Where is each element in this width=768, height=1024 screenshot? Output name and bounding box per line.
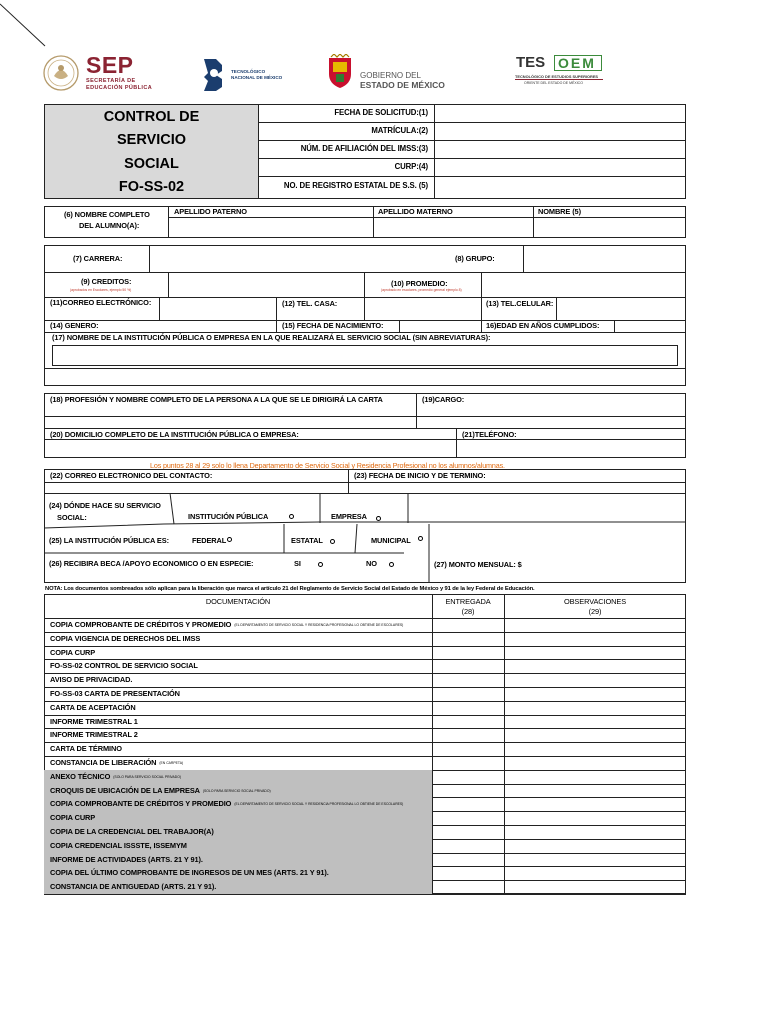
table-row: [44, 687, 686, 701]
notice-text: Los puntos 28 al 29 solo lo llena Departamento de Servicio Social y Residencia Profesional no los alumnos/alumnas.: [150, 461, 505, 470]
corner-line: [0, 0, 50, 50]
document-label: FO-SS-03 CARTA DE PRESENTACIÓN: [50, 689, 180, 698]
no-label: NO: [366, 559, 377, 568]
table-row: [44, 853, 686, 867]
edomex-logo: [326, 54, 456, 94]
document-label: CARTA DE TÉRMINO: [50, 744, 122, 754]
correo-field[interactable]: [160, 298, 275, 319]
fecha-solicitud-label: FECHA DE SOLICITUD:(1): [334, 108, 428, 117]
promedio-field[interactable]: [482, 273, 685, 296]
student-divider: [481, 297, 482, 320]
document-note: (EN CARPETA): [159, 761, 184, 765]
municipal-radio[interactable]: [418, 536, 423, 541]
tecnm-gear-icon: [200, 55, 228, 93]
form-title-line-2: SERVICIO: [116, 132, 187, 149]
entregada-cell[interactable]: [433, 881, 503, 893]
student-row-line: [44, 368, 686, 369]
contact-row-line: [44, 428, 686, 429]
genero-label: (14) GENERO:: [50, 321, 99, 330]
creditos-label: (9) CREDITOS:: [81, 277, 132, 286]
promedio-label: (10) PROMEDIO:: [391, 279, 448, 288]
table-row: [44, 618, 686, 632]
correo-contacto-field[interactable]: [45, 483, 347, 492]
entregada-cell[interactable]: [433, 840, 503, 852]
estatal-label: ESTATAL: [291, 536, 323, 545]
table-row: [44, 632, 686, 646]
entregada-cell[interactable]: [433, 826, 503, 838]
si-radio[interactable]: [318, 562, 323, 567]
edomex-text-1: GOBIERNO DEL: [360, 71, 421, 80]
observaciones-cell[interactable]: [505, 688, 685, 700]
document-label: COPIA DEL ÚLTIMO COMPROBANTE DE INGRESOS DE UN MES (ARTS. 21 Y 91).: [50, 868, 329, 878]
empresa-label: EMPRESA: [331, 512, 367, 521]
document-label: CONSTANCIA DE LIBERACIÓN: [50, 758, 157, 767]
tes-text: TES: [516, 54, 546, 71]
carrera-field[interactable]: [150, 246, 450, 271]
institucion-label: (17) NOMBRE DE LA INSTITUCIÓN PÚBLICA O EMPRESA EN LA QUE REALIZARÁ EL SERVICIO SOCIAL (SIN ABREVIATURAS):: [52, 333, 491, 342]
donde-servicio-label-1: (24) DÓNDE HACE SU SERVICIO: [49, 501, 161, 510]
document-note: (SOLO PARA SERVICIO SOCIAL PRIVADO): [113, 774, 181, 779]
entregada-cell[interactable]: [433, 867, 503, 879]
grupo-field[interactable]: [524, 246, 685, 271]
curp-label: CURP:(4): [394, 162, 428, 171]
observaciones-cell[interactable]: [505, 757, 685, 769]
table-row: [44, 659, 686, 673]
nombre-alumno-label-1: (6) NOMBRE COMPLETO: [64, 210, 150, 219]
table-row: [44, 756, 686, 770]
document-label: INFORME TRIMESTRAL 2: [50, 730, 138, 740]
observaciones-cell[interactable]: [505, 647, 685, 659]
apellido-paterno-label: APELLIDO PATERNO: [174, 207, 247, 216]
observaciones-cell[interactable]: [505, 729, 685, 741]
table-row: [44, 880, 686, 894]
estatal-radio[interactable]: [330, 539, 335, 544]
fecha-inicio-label: (23) FECHA DE INICIO Y DE TERMINO:: [354, 471, 486, 480]
entregada-cell[interactable]: [433, 743, 503, 755]
matricula-label: MATRÍCULA:(2): [371, 126, 428, 135]
entregada-cell[interactable]: [433, 757, 503, 769]
entregada-cell[interactable]: [433, 771, 503, 783]
profesion-field[interactable]: [45, 417, 415, 427]
edomex-text-2: ESTADO DE MÉXICO: [360, 80, 445, 90]
fecha-inicio-field[interactable]: [349, 483, 685, 492]
apellido-materno-field[interactable]: [374, 218, 532, 237]
matricula-field[interactable]: [436, 123, 685, 139]
oem-text: OEM: [558, 55, 596, 71]
cargo-label: (19)CARGO:: [422, 395, 465, 404]
creditos-field[interactable]: [169, 273, 363, 296]
document-note: (EL DEPARTAMENTO DE SERVICIO SOCIAL Y RESIDENCIA PROFESIONAL LO OBTIENE DE ESCOLARES): [234, 623, 404, 627]
tecnm-logo: [200, 55, 300, 95]
entregada-cell[interactable]: [433, 854, 503, 866]
observaciones-cell[interactable]: [505, 674, 685, 686]
entregada-cell[interactable]: [433, 619, 503, 631]
row-shade: [44, 811, 432, 825]
entregada-cell[interactable]: [433, 633, 503, 645]
domicilio-field[interactable]: [45, 440, 455, 457]
correo-contacto-label: (22) CORREO ELECTRONICO DEL CONTACTO:: [50, 471, 213, 480]
entregada-cell[interactable]: [433, 674, 503, 686]
observaciones-cell[interactable]: [505, 854, 685, 866]
observaciones-cell[interactable]: [505, 743, 685, 755]
table-row: [44, 646, 686, 660]
tel-celular-label: (13) TEL.CELULAR:: [486, 299, 554, 308]
domicilio-label: (20) DOMICILIO COMPLETO DE LA INSTITUCIÓN PÚBLICA O EMPRESA:: [50, 430, 299, 439]
donde-servicio-label-2: SOCIAL:: [57, 513, 87, 522]
col-entregada-num: (28): [461, 607, 475, 616]
sep-logo: [42, 52, 162, 96]
registro-estatal-label: NO. DE REGISTRO ESTATAL DE S.S. (5): [283, 181, 428, 190]
tel-casa-field[interactable]: [365, 298, 480, 319]
edad-label: 16)EDAD EN AÑOS CUMPLIDOS:: [486, 321, 600, 330]
document-label: CARTA DE ACEPTACIÓN: [50, 702, 136, 712]
col-observaciones: OBSERVACIONES: [563, 597, 627, 606]
document-label: AVISO DE PRIVACIDAD.: [50, 675, 133, 685]
observaciones-cell[interactable]: [505, 702, 685, 714]
registro-estatal-field[interactable]: [436, 177, 685, 198]
nombre-alumno-label-2: DEL ALUMNO(A):: [79, 221, 140, 230]
si-label: SI: [294, 559, 301, 568]
table-row: [44, 742, 686, 756]
carrera-label: (7) CARRERA:: [73, 254, 123, 263]
document-label: COPIA COMPROBANTE DE CRÉDITOS Y PROMEDIO: [50, 620, 232, 629]
entregada-cell[interactable]: [433, 647, 503, 659]
document-label: CONSTANCIA DE ANTIGUEDAD (ARTS. 21 Y 91).: [50, 882, 217, 892]
document-label: COPIA CREDENCIAL ISSSTE, ISSEMYM: [50, 840, 187, 850]
document-label: ANEXO TÉCNICO: [50, 771, 111, 781]
tecnm-text-2: NACIONAL DE MÉXICO: [231, 75, 283, 80]
telefono-label: (21)TELÉFONO:: [462, 430, 517, 439]
student-divider: [364, 272, 365, 297]
document-label: COPIA CURP: [50, 647, 96, 657]
observaciones-cell[interactable]: [505, 633, 685, 645]
form-title-line-1: CONTROL DE: [103, 109, 200, 125]
promedio-note: (aprobado en escolares, promedio general ejemplo 8): [381, 288, 462, 292]
observaciones-cell[interactable]: [505, 867, 685, 879]
monto-label: (27) MONTO MENSUAL: $: [434, 560, 522, 569]
apellido-materno-label: APELLIDO MATERNO: [378, 207, 453, 216]
sep-subtitle-2: EDUCACIÓN PÚBLICA: [86, 85, 153, 91]
tesoem-logo: [514, 54, 624, 90]
table-row: [44, 770, 686, 784]
imss-label: NÚM. DE AFILIACIÓN DEL IMSS:(3): [300, 144, 428, 153]
table-row: [44, 811, 686, 825]
document-label: INFORME DE ACTIVIDADES (ARTS. 21 Y 91).: [50, 854, 203, 864]
tes-sub-2: ORIENTE DEL ESTADO DE MÉXICO: [524, 81, 583, 85]
observaciones-cell[interactable]: [505, 660, 685, 672]
table-row: [44, 866, 686, 880]
edomex-shield-icon: [326, 54, 354, 90]
inst-publica-label: INSTITUCIÓN PÚBLICA: [188, 512, 269, 521]
entregada-cell[interactable]: [433, 798, 503, 810]
document-note: (EL DEPARTAMENTO DE SERVICIO SOCIAL Y RESIDENCIA PROFESIONAL LO OBTIENE DE ESCOLARES): [234, 802, 404, 807]
tel-celular-field[interactable]: [557, 298, 685, 319]
fecha-nacimiento-field[interactable]: [400, 321, 480, 331]
student-divider: [276, 297, 277, 320]
observaciones-cell[interactable]: [505, 619, 685, 631]
table-row: [44, 784, 686, 798]
document-label: INFORME TRIMESTRAL 1: [50, 716, 138, 726]
document-label: COPIA COMPROBANTE DE CRÉDITOS Y PROMEDIO: [50, 799, 232, 809]
document-label: COPIA DE LA CREDENCIAL DEL TRABAJOR(A): [50, 827, 214, 836]
table-row: [44, 825, 686, 839]
entregada-cell[interactable]: [433, 702, 503, 714]
profesion-label: (18) PROFESIÓN Y NOMBRE COMPLETO DE LA PERSONA A LA QUE SE LE DIRIGIRÁ LA CARTA: [50, 395, 383, 404]
observaciones-cell[interactable]: [505, 812, 685, 824]
table-row: [44, 701, 686, 715]
observaciones-cell[interactable]: [505, 826, 685, 838]
monto-field[interactable]: [530, 555, 685, 579]
no-radio[interactable]: [389, 562, 394, 567]
document-label: CROQUIS DE UBICACIÓN DE LA EMPRESA: [50, 785, 200, 795]
form-title: [44, 106, 259, 199]
observaciones-cell[interactable]: [505, 785, 685, 797]
entregada-cell[interactable]: [433, 688, 503, 700]
col-entregada: ENTREGADA: [445, 597, 491, 606]
correo-label: (11)CORREO ELECTRÓNICO:: [50, 298, 152, 307]
sep-subtitle-1: SECRETARÍA DE: [86, 78, 136, 84]
fecha-solicitud-field[interactable]: [436, 105, 685, 121]
beca-label: (26) RECIBIRA BECA /APOYO ECONOMICO O EN ESPECIE:: [49, 559, 254, 568]
inst-publica-radio[interactable]: [289, 514, 294, 519]
student-divider: [276, 320, 277, 332]
tel-casa-label: (12) TEL. CASA:: [282, 299, 338, 308]
document-label: COPIA CURP: [50, 813, 96, 823]
nombre-label: NOMBRE (5): [538, 207, 581, 216]
header-divider: [434, 104, 435, 199]
document-label: FO-SS-02 CONTROL DE SERVICIO SOCIAL: [50, 661, 198, 671]
tipo-institucion-label: (25) LA INSTITUCIÓN PÚBLICA ES:: [49, 536, 169, 545]
entregada-cell[interactable]: [433, 716, 503, 728]
form-title-line-4: FO-SS-02: [118, 178, 185, 195]
federal-radio[interactable]: [227, 537, 232, 542]
document-note: (SOLO PARA SERVICIO SOCIAL PRIVADO): [202, 788, 271, 793]
edad-field[interactable]: [615, 321, 685, 331]
creditos-note: (aprobados en Escolares, ejemplo 50 %): [70, 288, 132, 292]
fecha-nacimiento-label: (15) FECHA DE NACIMIENTO:: [282, 321, 384, 330]
oem-badge: [554, 55, 602, 71]
grupo-label: (8) GRUPO:: [455, 254, 495, 263]
entregada-cell[interactable]: [433, 729, 503, 741]
apellido-paterno-field[interactable]: [169, 218, 372, 237]
nota-text: NOTA: Los documentos sombreados sólo aplican para la liberación que marca el artículo 21 del Reglamento de Servicio Social del Estado de México y 91 de la ley Federal de Educación.: [45, 586, 535, 592]
tecnm-text-1: TECNOLÓGICO: [231, 69, 266, 74]
observaciones-cell[interactable]: [505, 881, 685, 893]
genero-field[interactable]: [110, 321, 275, 331]
observaciones-cell[interactable]: [505, 798, 685, 810]
student-divider: [481, 320, 482, 332]
observaciones-cell[interactable]: [505, 716, 685, 728]
sep-title: SEP: [86, 52, 134, 78]
row-line: [44, 894, 686, 895]
entregada-cell[interactable]: [433, 660, 503, 672]
col-documentacion: DOCUMENTACIÓN: [205, 597, 271, 606]
federal-label: FEDERAL: [192, 536, 227, 545]
col-observaciones-num: (29): [588, 607, 602, 616]
table-row: [44, 673, 686, 687]
imss-field[interactable]: [436, 141, 685, 157]
telefono-field[interactable]: [457, 440, 685, 457]
empresa-radio[interactable]: [376, 516, 381, 521]
tes-sub-1: TECNOLÓGICO DE ESTUDIOS SUPERIORES: [515, 74, 599, 79]
tes-divider: [515, 79, 603, 80]
entregada-cell[interactable]: [433, 812, 503, 824]
cargo-field[interactable]: [417, 417, 685, 427]
table-row: [44, 797, 686, 811]
curp-field[interactable]: [436, 159, 685, 175]
institucion-field[interactable]: [52, 345, 678, 366]
municipal-label: MUNICIPAL: [371, 536, 411, 545]
document-label: COPIA VIGENCIA DE DERECHOS DEL IMSS: [50, 633, 201, 643]
eagle-seal-icon: [42, 54, 80, 92]
entregada-cell[interactable]: [433, 785, 503, 797]
observaciones-cell[interactable]: [505, 840, 685, 852]
observaciones-cell[interactable]: [505, 771, 685, 783]
table-row: [44, 728, 686, 742]
table-row: [44, 715, 686, 729]
table-row: [44, 839, 686, 853]
form-title-line-3: SOCIAL: [124, 155, 179, 172]
nombre-field[interactable]: [534, 218, 685, 237]
